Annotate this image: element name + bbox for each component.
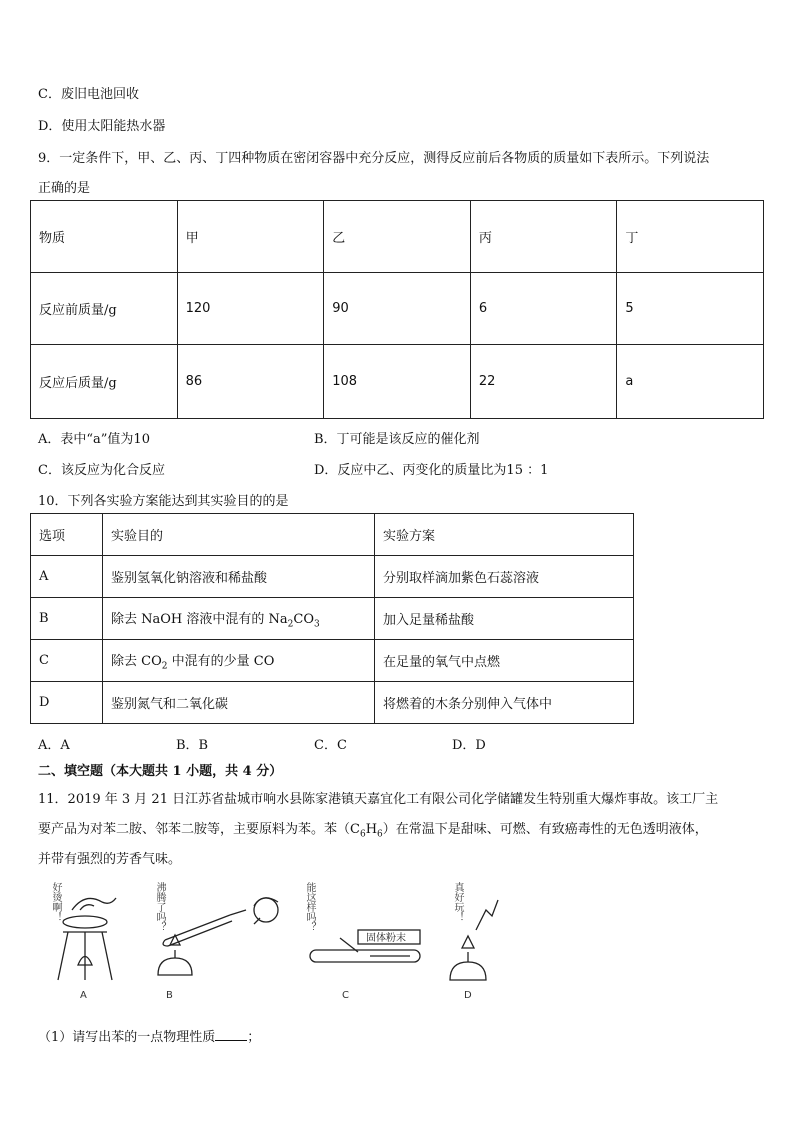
bubble-b: 沸腾了吗？ bbox=[154, 882, 165, 932]
table-cell: 实验方案 bbox=[375, 514, 634, 556]
table-cell bbox=[103, 598, 375, 640]
table-cell: a bbox=[617, 345, 764, 419]
q9-option-a: A．表中“a”值为10 bbox=[38, 432, 150, 447]
table-cell: 22 bbox=[470, 345, 617, 419]
tripod-hand-sketch bbox=[58, 898, 116, 980]
q10-table bbox=[30, 513, 634, 724]
bubble-d: 真好玩！ bbox=[452, 882, 463, 922]
option-d-prev: D．使用太阳能热水器 bbox=[38, 119, 166, 134]
q9-stem-line1: 9．一定条件下，甲、乙、丙、丁四种物质在密闭容器中充分反应，测得反应前后各物质的质量如下表所示。下列说法 bbox=[38, 151, 710, 166]
table-cell: 5 bbox=[617, 273, 764, 345]
table-cell: D bbox=[31, 682, 103, 724]
q10-option-d: D．D bbox=[452, 738, 486, 753]
table-row bbox=[31, 682, 634, 724]
q11-text: 要产品为对苯二胺、邻苯二胺等，主要原料为苯。苯（C bbox=[38, 822, 360, 837]
table-cell: 将燃着的木条分别伸入气体中 bbox=[375, 682, 634, 724]
table-cell: B bbox=[31, 598, 103, 640]
cell-text: 除去 CO bbox=[111, 653, 162, 669]
answer-blank[interactable] bbox=[215, 1029, 247, 1041]
table-cell: 90 bbox=[324, 273, 471, 345]
test-tube-sketch bbox=[158, 898, 278, 975]
cell-text: 中混有的少量 CO bbox=[167, 653, 275, 669]
q11-text: ）在常温下是甜味、可燃、有致癌毒性的无色透明液体， bbox=[382, 822, 708, 837]
experiment-figure bbox=[40, 880, 500, 1009]
table-cell: 丁 bbox=[617, 201, 764, 273]
table-cell: 鉴别氮气和二氧化碳 bbox=[103, 682, 375, 724]
q11-line2 bbox=[38, 818, 708, 840]
subscript: 3 bbox=[314, 619, 320, 630]
q11-line3: 并带有强烈的芳香气味。 bbox=[38, 852, 182, 867]
table-cell: 实验目的 bbox=[103, 514, 375, 556]
table-row bbox=[31, 514, 634, 556]
table-cell bbox=[103, 640, 375, 682]
q9-table bbox=[30, 200, 764, 419]
table-cell: 120 bbox=[177, 273, 324, 345]
q9-option-b: B．丁可能是该反应的催化剂 bbox=[314, 432, 480, 447]
table-cell: 在足量的氧气中点燃 bbox=[375, 640, 634, 682]
q9-option-d: D．反应中乙、丙变化的质量比为15 ：1 bbox=[314, 463, 549, 478]
table-cell: 乙 bbox=[324, 201, 471, 273]
bubble-a: 好烫啊！ bbox=[50, 882, 61, 922]
table-cell: A bbox=[31, 556, 103, 598]
table-cell: 6 bbox=[470, 273, 617, 345]
table-cell: 反应后质量/g bbox=[31, 345, 178, 419]
table-row bbox=[31, 201, 764, 273]
q10-option-a: A．A bbox=[38, 738, 70, 753]
experiment-illustration bbox=[40, 880, 500, 1005]
cell-text: CO bbox=[293, 611, 314, 627]
table-cell: 反应前质量/g bbox=[31, 273, 178, 345]
q11-sub1-end: ； bbox=[247, 1030, 261, 1045]
subscript: 2 bbox=[287, 619, 294, 630]
q10-stem: 10．下列各实验方案能达到其实验目的的是 bbox=[38, 494, 289, 509]
q11-line1: 11．2019 年 3 月 21 日江苏省盐城市响水县陈家港镇天嘉宜化工有限公司化学储罐发生特别重大爆炸事故。该工厂主 bbox=[38, 792, 719, 807]
table-cell: 鉴别氢氧化钠溶液和稀盐酸 bbox=[103, 556, 375, 598]
table-cell: 选项 bbox=[31, 514, 103, 556]
figure-label-b: B bbox=[166, 990, 173, 1001]
table-row bbox=[31, 598, 634, 640]
table-cell: 丙 bbox=[470, 201, 617, 273]
figure-label-d: D bbox=[464, 990, 472, 1001]
table-cell: C bbox=[31, 640, 103, 682]
bubble-c: 能这样吗？ bbox=[304, 882, 315, 932]
table-row bbox=[31, 556, 634, 598]
q11-sub1 bbox=[38, 1026, 260, 1045]
subscript: 6 bbox=[359, 829, 366, 840]
q11-text: H bbox=[365, 822, 378, 837]
table-cell: 物质 bbox=[31, 201, 178, 273]
table-row bbox=[31, 345, 764, 419]
q10-option-b: B．B bbox=[176, 738, 209, 753]
table-cell: 86 bbox=[177, 345, 324, 419]
table-cell: 加入足量稀盐酸 bbox=[375, 598, 634, 640]
section-title: 二、填空题（本大题共 1 小题，共 4 分） bbox=[38, 764, 283, 779]
q10-option-c: C．C bbox=[314, 738, 347, 753]
subscript: 2 bbox=[161, 661, 168, 672]
table-cell: 108 bbox=[324, 345, 471, 419]
q9-option-c: C．该反应为化合反应 bbox=[38, 463, 165, 478]
table-cell: 分别取样滴加紫色石蕊溶液 bbox=[375, 556, 634, 598]
table-row bbox=[31, 273, 764, 345]
cell-text: 除去 NaOH 溶液中混有的 Na bbox=[111, 611, 288, 627]
q9-stem-line2: 正确的是 bbox=[38, 181, 91, 196]
powder-tag: 固体粉末 bbox=[366, 933, 406, 944]
figure-label-c: C bbox=[342, 990, 349, 1001]
option-c-prev: C．废旧电池回收 bbox=[38, 87, 139, 102]
table-cell: 甲 bbox=[177, 201, 324, 273]
table-row bbox=[31, 640, 634, 682]
q11-sub1-text: （1）请写出苯的一点物理性质 bbox=[38, 1030, 216, 1045]
subscript: 6 bbox=[377, 829, 383, 840]
figure-label-a: A bbox=[80, 990, 87, 1001]
